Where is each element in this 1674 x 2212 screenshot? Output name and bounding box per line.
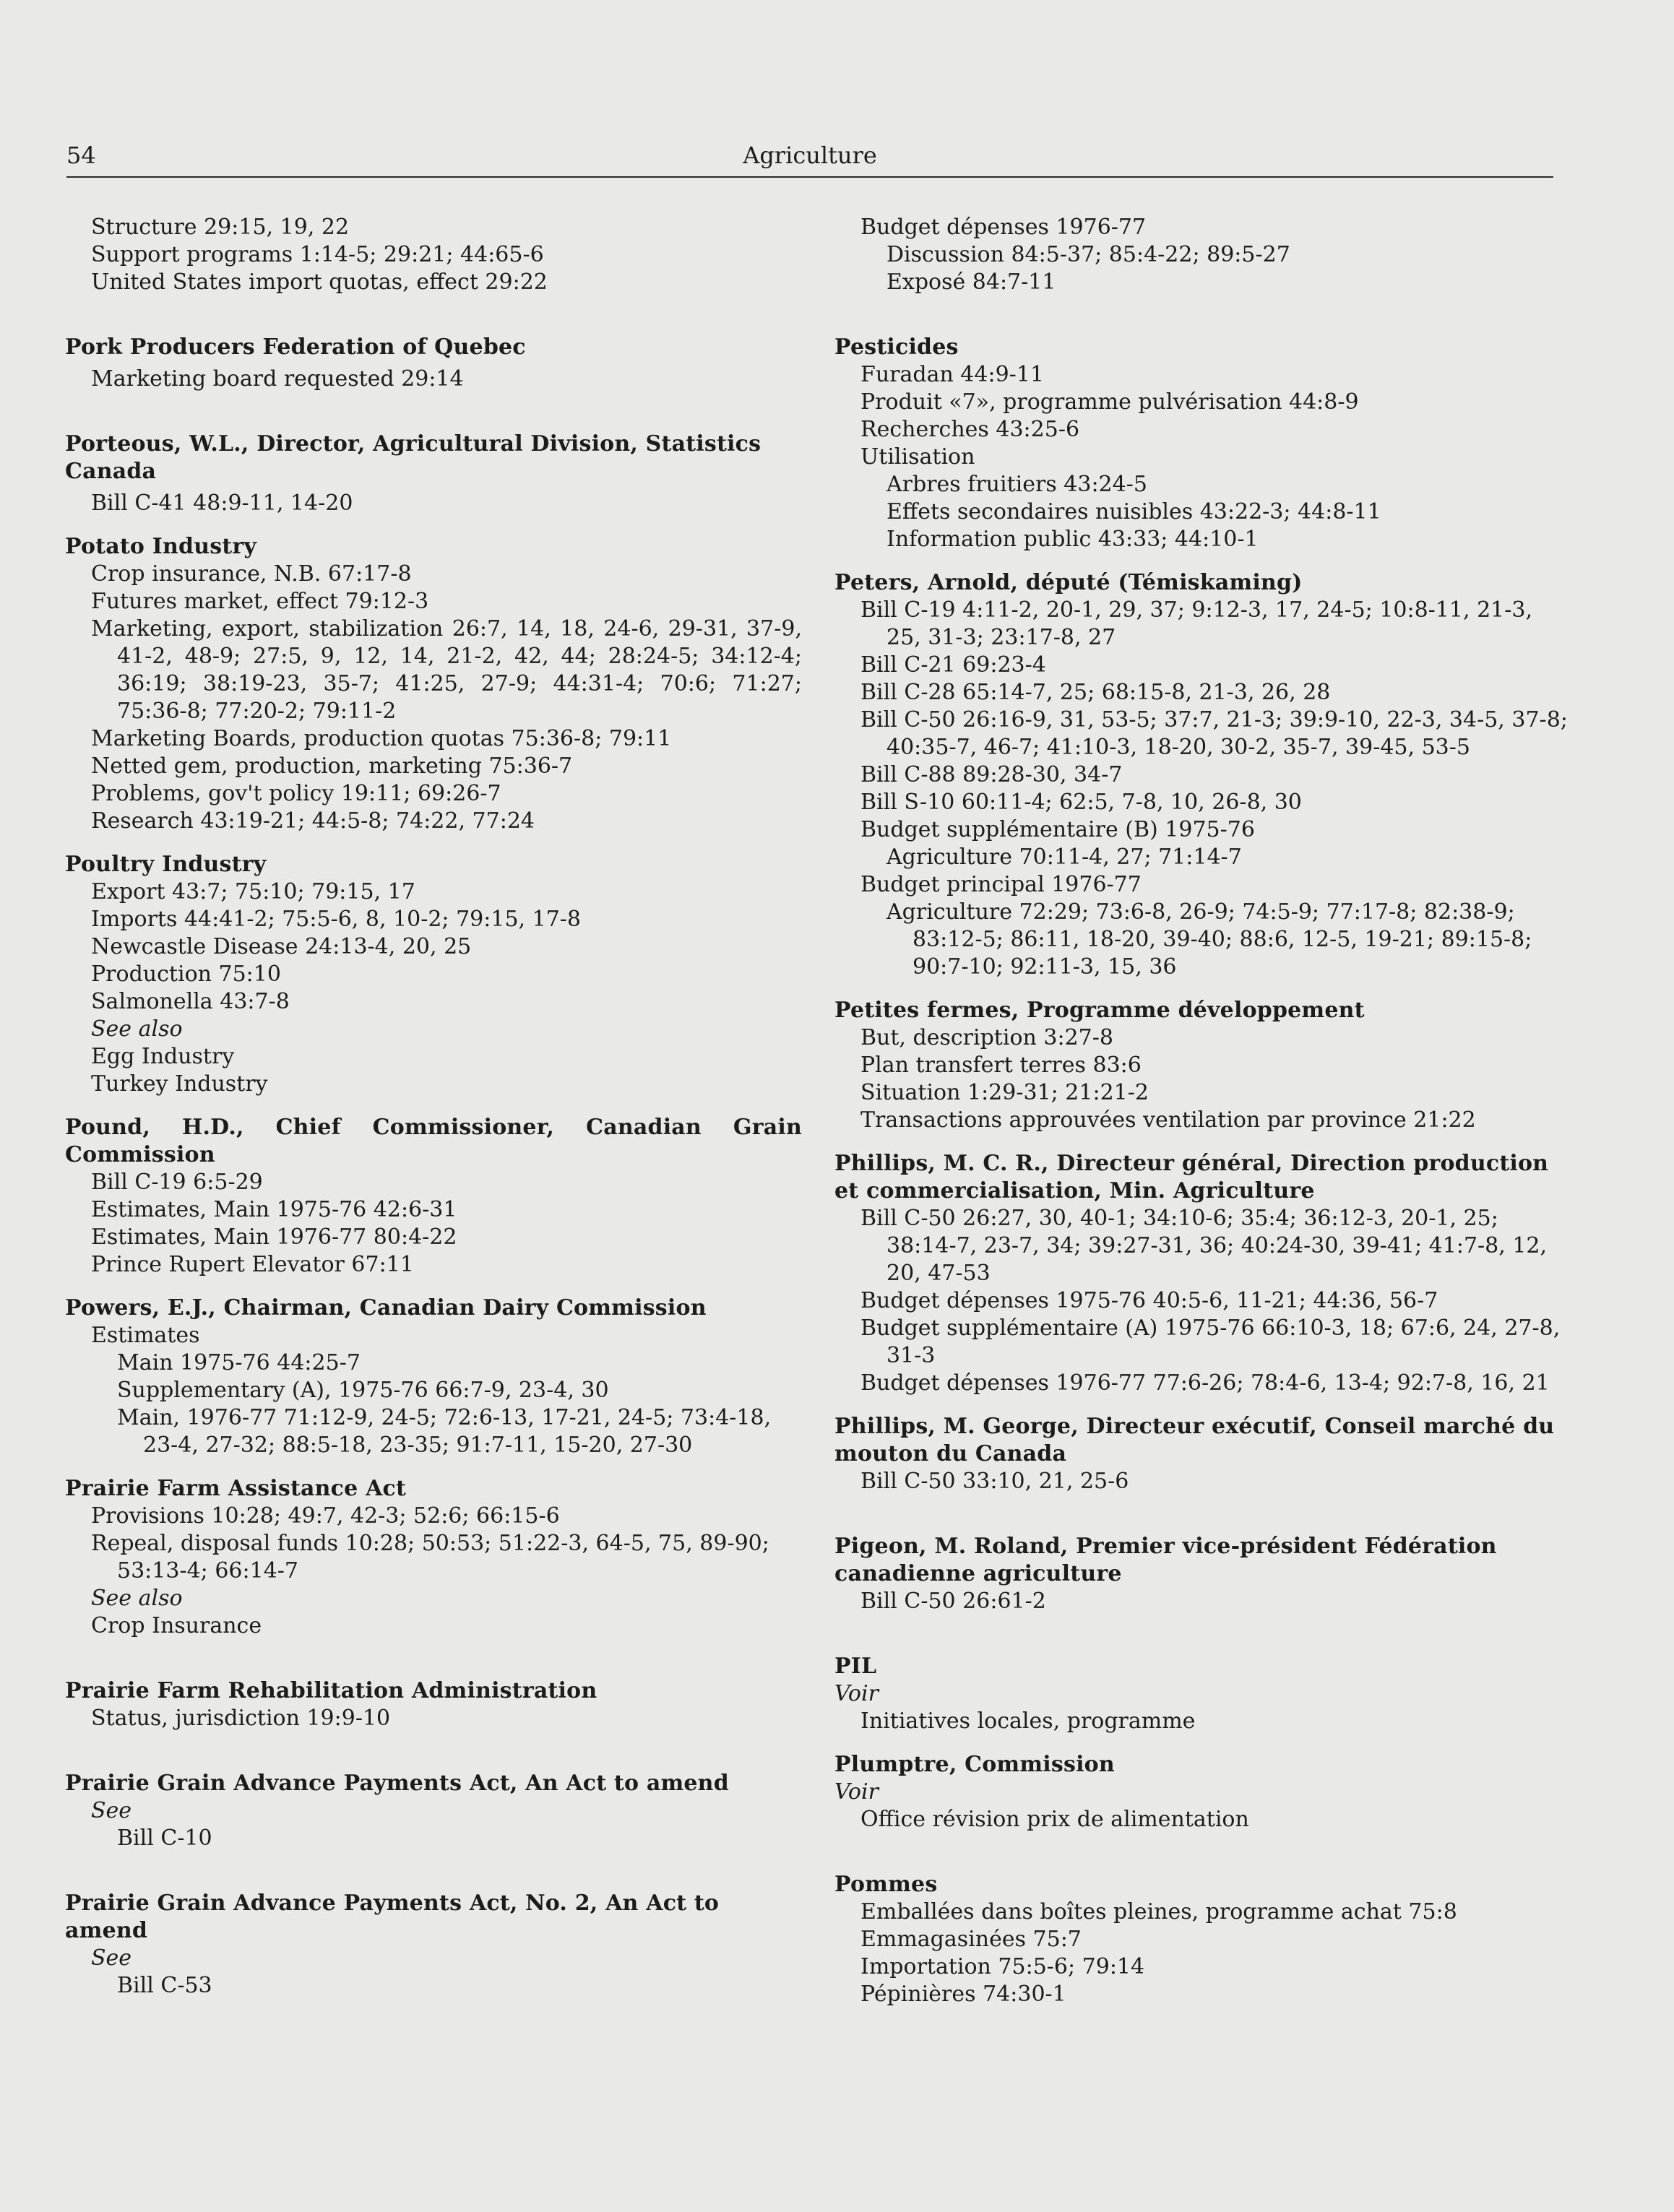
entry-heading: Petites fermes, Programme développement xyxy=(834,998,1365,1023)
entry-heading: Pesticides xyxy=(834,334,959,360)
entry-heading: Porteous, W.L., Director, Agricultural Division, Statistics Canada xyxy=(65,431,762,484)
index-entry-pommes xyxy=(834,1871,1568,2008)
entry-heading: Pound, H.D., Chief Commissioner, Canadian Grain Commission xyxy=(65,1115,802,1167)
index-entry-pork xyxy=(65,334,802,393)
index-line: Pépinières 74:30-1 xyxy=(860,1982,1066,2007)
index-line: Bill S-10 60:11-4; 62:5, 7-8, 10, 26-8, 30 xyxy=(860,790,1302,815)
entry-heading: Phillips, M. C. R., Directeur général, Direction production et commercialisation, Min. Agriculture xyxy=(834,1151,1549,1204)
index-line: Main 1975-76 44:25-7 xyxy=(117,1350,361,1375)
index-line: Support programs 1:14-5; 29:21; 44:65-6 xyxy=(91,242,544,267)
index-line: Structure 29:15, 19, 22 xyxy=(91,215,350,240)
index-line: Marketing board requested 29:14 xyxy=(91,366,464,392)
index-entry-phillips-mcr xyxy=(834,1150,1568,1397)
index-entry-poultry xyxy=(65,851,802,1098)
index-subheading: Estimates xyxy=(91,1323,200,1348)
index-line: Crop insurance, N.B. 67:17-8 xyxy=(91,561,412,587)
entry-heading: Phillips, M. George, Directeur exécutif, Conseil marché du mouton du Canada xyxy=(834,1414,1555,1466)
index-entry-porteous xyxy=(65,431,802,517)
entry-heading: Powers, E.J., Chairman, Canadian Dairy Commission xyxy=(65,1295,707,1321)
index-line: Budget dépenses 1976-77 77:6-26; 78:4-6, 13-4; 92:7-8, 16, 21 xyxy=(860,1370,1550,1396)
index-line: Marketing, export, stabilization 26:7, 14, 18, 24-6, 29-31, 37-9, 41-2, 48-9; 27:5, 9, 12, 14, 21-2, 42, 44; 28:24-5; 34:12-4; 36:19; 38:19-23, 35-7; 41:25, 27-9; 44:31-4; 70:6; 71:27; 75:36-8; 77:20-2; 79:11-2 xyxy=(91,616,802,724)
index-line: Recherches 43:25-6 xyxy=(860,417,1080,442)
right-column xyxy=(834,214,1568,2024)
see-label: See xyxy=(91,1798,132,1823)
index-line: Effets secondaires nuisibles 43:22-3; 44:8-11 xyxy=(886,499,1381,524)
index-entry-petites-fermes xyxy=(834,997,1568,1134)
entry-heading: Potato Industry xyxy=(65,534,256,559)
index-line: Bill C-50 33:10, 21, 25-6 xyxy=(860,1469,1129,1494)
entry-heading: Pigeon, M. Roland, Premier vice-président Fédération canadienne agriculture xyxy=(834,1534,1497,1586)
index-entry-pesticides xyxy=(834,334,1568,553)
page-header xyxy=(66,139,1553,178)
index-line: Provisions 10:28; 49:7, 42-3; 52:6; 66:15-6 xyxy=(91,1503,560,1529)
index-line: Bill C-88 89:28-30, 34-7 xyxy=(860,762,1123,787)
page-number: 54 xyxy=(66,142,96,169)
index-line: Budget supplémentaire (B) 1975-76 xyxy=(860,817,1255,842)
index-line: Bill C-19 6:5-29 xyxy=(91,1170,263,1195)
see-also-label: See also xyxy=(91,1016,183,1042)
index-entry-pgapa xyxy=(65,1770,802,1852)
see-also-label: See also xyxy=(91,1586,183,1611)
entry-heading: Pork Producers Federation of Quebec xyxy=(65,334,526,360)
index-line: Situation 1:29-31; 21:21-2 xyxy=(860,1080,1149,1105)
continued-entry xyxy=(834,214,1568,296)
index-entry-peters xyxy=(834,569,1568,981)
see-label: See xyxy=(91,1945,132,1971)
cross-reference: Office révision prix de alimentation xyxy=(860,1807,1249,1832)
index-entry-pgapa2 xyxy=(65,1890,802,2000)
index-line: Bill C-28 65:14-7, 25; 68:15-8, 21-3, 26, 28 xyxy=(860,680,1331,705)
index-line: Marketing Boards, production quotas 75:36-8; 79:11 xyxy=(91,726,672,751)
cross-reference: Bill C-10 xyxy=(117,1826,212,1851)
index-entry-plumptre xyxy=(834,1751,1568,1833)
left-column xyxy=(65,214,802,2016)
index-line: Export 43:7; 75:10; 79:15, 17 xyxy=(91,879,415,904)
index-entry-pil xyxy=(834,1653,1568,1735)
index-entry-pigeon xyxy=(834,1533,1568,1615)
index-line: Utilisation xyxy=(860,444,975,470)
entry-heading: Prairie Farm Rehabilitation Administration xyxy=(65,1678,597,1703)
index-line: Newcastle Disease 24:13-4, 20, 25 xyxy=(91,934,472,959)
index-line: Discussion 84:5-37; 85:4-22; 89:5-27 xyxy=(886,242,1290,267)
index-line: Furadan 44:9-11 xyxy=(860,362,1044,387)
index-line: Produit «7», programme pulvérisation 44:8-9 xyxy=(860,389,1359,415)
index-line: Arbres fruitiers 43:24-5 xyxy=(886,472,1147,497)
index-line: Budget principal 1976-77 xyxy=(860,872,1142,897)
index-entry-pound xyxy=(65,1114,802,1279)
index-line: Budget dépenses 1975-76 40:5-6, 11-21; 44:36, 56-7 xyxy=(860,1288,1438,1313)
cross-reference: Bill C-53 xyxy=(117,1973,212,1998)
index-line: Futures market, effect 79:12-3 xyxy=(91,589,429,614)
index-line: United States import quotas, effect 29:22 xyxy=(91,269,548,295)
cross-reference: Turkey Industry xyxy=(91,1071,268,1097)
index-line: Budget dépenses 1976-77 xyxy=(860,215,1147,240)
index-entry-potato xyxy=(65,533,802,835)
index-line: Imports 44:41-2; 75:5-6, 8, 10-2; 79:15, 17-8 xyxy=(91,907,582,932)
entry-heading: Prairie Farm Assistance Act xyxy=(65,1476,407,1501)
cross-reference: Egg Industry xyxy=(91,1044,235,1069)
entry-heading: Plumptre, Commission xyxy=(834,1752,1115,1777)
index-line: Repeal, disposal funds 10:28; 50:53; 51:22-3, 64-5, 75, 89-90; 53:13-4; 66:14-7 xyxy=(91,1531,769,1584)
voir-label: Voir xyxy=(834,1779,879,1805)
index-entry-phillips-mg xyxy=(834,1413,1568,1495)
index-line: Main, 1976-77 71:12-9, 24-5; 72:6-13, 17-21, 24-5; 73:4-18, 23-4, 27-32; 88:5-18, 23-35; 91:7-11, 15-20, 27-30 xyxy=(117,1405,772,1458)
index-line: Status, jurisdiction 19:9-10 xyxy=(91,1706,391,1731)
index-line: Agriculture 72:29; 73:6-8, 26-9; 74:5-9; 77:17-8; 82:38-9; 83:12-5; 86:11, 18-20, 39-40; 88:6, 12-5, 19-21; 89:15-8; 90:7-10; 92:11-3, 15, 36 xyxy=(886,899,1532,980)
index-line: Supplementary (A), 1975-76 66:7-9, 23-4, 30 xyxy=(117,1378,609,1403)
index-line: Problems, gov't policy 19:11; 69:26-7 xyxy=(91,781,501,806)
index-line: Plan transfert terres 83:6 xyxy=(860,1053,1142,1078)
cross-reference: Initiatives locales, programme xyxy=(860,1708,1196,1734)
index-line: Prince Rupert Elevator 67:11 xyxy=(91,1252,414,1277)
running-title: Agriculture xyxy=(743,142,877,169)
index-line: But, description 3:27-8 xyxy=(860,1025,1113,1050)
index-line: Importation 75:5-6; 79:14 xyxy=(860,1954,1145,1979)
continued-entry xyxy=(65,214,802,296)
index-line: Exposé 84:7-11 xyxy=(886,269,1056,295)
index-line: Salmonella 43:7-8 xyxy=(91,989,290,1014)
index-line: Estimates, Main 1975-76 42:6-31 xyxy=(91,1197,457,1222)
index-line: Bill C-19 4:11-2, 20-1, 29, 37; 9:12-3, 17, 24-5; 10:8-11, 21-3, 25, 31-3; 23:17-8, 27 xyxy=(860,597,1532,650)
index-line: Estimates, Main 1976-77 80:4-22 xyxy=(91,1224,457,1250)
index-line: Emmagasinées 75:7 xyxy=(860,1927,1082,1952)
voir-label: Voir xyxy=(834,1681,879,1706)
index-line: Budget supplémentaire (A) 1975-76 66:10-3, 18; 67:6, 24, 27-8, 31-3 xyxy=(860,1315,1561,1368)
index-line: Bill C-41 48:9-11, 14-20 xyxy=(91,491,353,516)
index-line: Bill C-50 26:27, 30, 40-1; 34:10-6; 35:4; 36:12-3, 20-1, 25; 38:14-7, 23-7, 34; 39:27-31, 36; 40:24-30, 39-41; 41:7-8, 12, 20, 47-53 xyxy=(860,1206,1548,1286)
index-line: Agriculture 70:11-4, 27; 71:14-7 xyxy=(886,844,1242,870)
index-line: Transactions approuvées ventilation par province 21:22 xyxy=(860,1107,1476,1133)
index-line: Bill C-21 69:23-4 xyxy=(860,652,1046,678)
entry-heading: Prairie Grain Advance Payments Act, An Act to amend xyxy=(65,1771,729,1796)
index-line: Netted gem, production, marketing 75:36-7 xyxy=(91,753,573,779)
entry-heading: Poultry Industry xyxy=(65,852,267,877)
index-line: Bill C-50 26:61-2 xyxy=(860,1589,1046,1614)
cross-reference: Crop Insurance xyxy=(91,1613,262,1638)
entry-heading: Pommes xyxy=(834,1872,938,1897)
index-line: Research 43:19-21; 44:5-8; 74:22, 77:24 xyxy=(91,808,535,834)
entry-heading: Prairie Grain Advance Payments Act, No. 2, An Act to amend xyxy=(65,1891,720,1943)
index-entry-pfaa xyxy=(65,1475,802,1640)
index-entry-powers xyxy=(65,1295,802,1459)
index-line: Emballées dans boîtes pleines, programme achat 75:8 xyxy=(860,1899,1457,1924)
index-line: Bill C-50 26:16-9, 31, 53-5; 37:7, 21-3; 39:9-10, 22-3, 34-5, 37-8; 40:35-7, 46-7; 41:10-3, 18-20, 30-2, 35-7, 39-45, 53-5 xyxy=(860,707,1568,760)
entry-heading: PIL xyxy=(834,1654,877,1679)
index-entry-pfra xyxy=(65,1677,802,1732)
index-line: Information public 43:33; 44:10-1 xyxy=(886,527,1259,552)
index-line: Production 75:10 xyxy=(91,962,281,987)
entry-heading: Peters, Arnold, député (Témiskaming) xyxy=(834,570,1303,595)
